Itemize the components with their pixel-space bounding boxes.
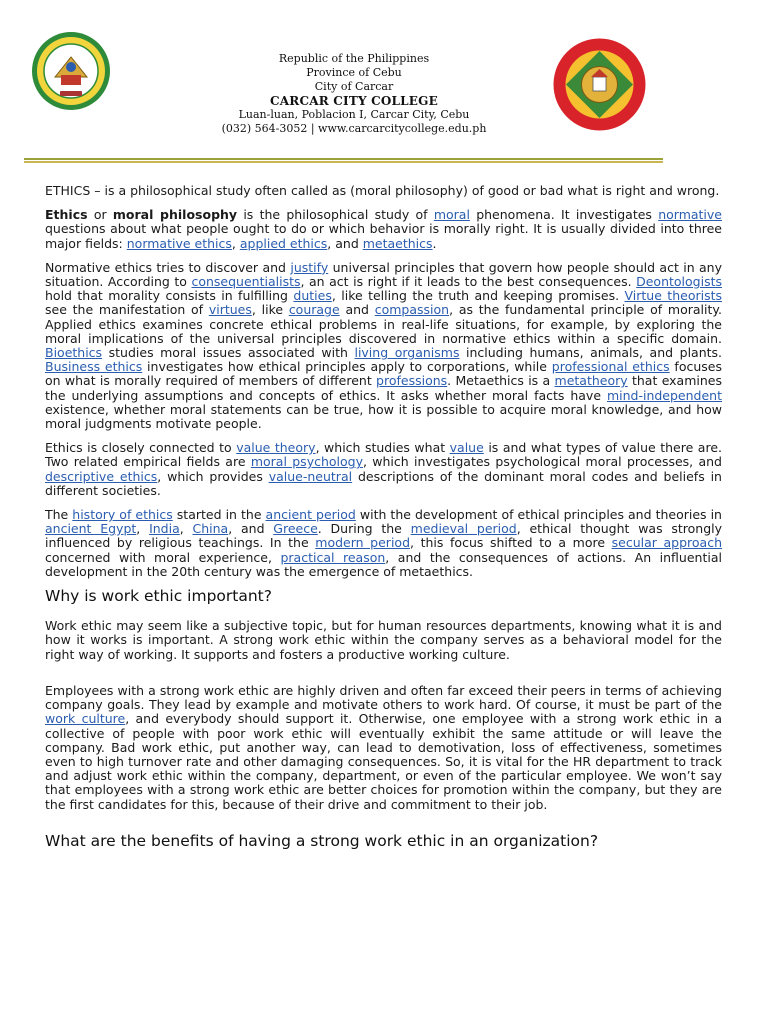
text-run: hold that morality consists in fulfilling <box>45 288 294 304</box>
wiki-link[interactable]: Business ethics <box>45 359 143 375</box>
text-run: phenomena. It investigates <box>469 207 659 223</box>
moral-philosophy-paragraph <box>45 208 722 251</box>
text-run: or <box>87 207 113 223</box>
text-run: started in the <box>172 507 266 523</box>
text-run: , which provides <box>157 468 269 484</box>
city-of-carcar-seal <box>552 37 647 132</box>
wiki-link[interactable]: professional ethics <box>551 359 670 375</box>
text-run: is and what types of value there are. Two related empirical fields are <box>45 440 722 470</box>
wiki-link[interactable]: Greece <box>273 521 318 537</box>
wiki-link[interactable]: secular approach <box>611 535 723 551</box>
wiki-link[interactable]: metatheory <box>554 373 628 389</box>
text-run: , ethical thought was strongly influenced by religious teachings. In the <box>45 521 723 551</box>
wiki-link[interactable]: Virtue theorists <box>624 288 723 304</box>
text-run: , <box>136 521 150 537</box>
wiki-link[interactable]: history of ethics <box>72 507 173 523</box>
wiki-link[interactable]: professions <box>376 373 448 389</box>
text-run: descriptions of the dominant moral codes and beliefs in different societies. <box>45 468 722 498</box>
wiki-link[interactable]: normative <box>658 207 722 223</box>
document-body <box>45 184 722 864</box>
text-run: , <box>179 521 193 537</box>
text-run: . During the <box>317 521 411 537</box>
wiki-link[interactable]: duties <box>293 288 332 304</box>
text-run: Ethics is closely connected to <box>45 440 237 456</box>
wiki-link[interactable]: metaethics <box>362 235 433 251</box>
wiki-link[interactable]: practical reason <box>280 549 386 565</box>
text-run: studies moral issues associated with <box>102 345 355 361</box>
text-run: universal principles that govern how people should act in any situation. According to <box>45 259 722 290</box>
text-run: Normative ethics tries to discover and <box>45 259 291 275</box>
ethics-definition-paragraph: ETHICS – is a philosophical study often called as (moral philosophy) of good or bad what is right and wrong. <box>45 183 720 198</box>
header-rule-top <box>24 158 663 160</box>
text-run: , this focus shifted to a more <box>410 535 612 551</box>
wiki-link[interactable]: moral <box>433 207 470 223</box>
wiki-link[interactable]: India <box>149 521 180 537</box>
text-run: , which investigates psychological moral processes, and <box>362 454 722 470</box>
text-run: is the philosophical study of <box>237 207 434 223</box>
text-run: including humans, animals, and plants. <box>459 345 723 361</box>
work-ethic-employees-paragraph <box>45 684 722 812</box>
wiki-link[interactable]: Deontologists <box>636 274 722 290</box>
text-run: , as the fundamental principle of morality. Applied ethics examines concrete ethical problems in real-life situations, for example, by exploring the moral implications of the universal principles discovered in normative ethics within a specific domain. <box>45 302 722 346</box>
text-run: , <box>231 235 240 251</box>
work-ethic-benefits-heading: What are the benefits of having a strong work ethic in an organization? <box>45 831 599 850</box>
contact-line: (032) 564-3052 | www.carcarcitycollege.edu.ph <box>221 122 487 135</box>
wiki-link[interactable]: consequentialists <box>191 274 301 290</box>
wiki-link[interactable]: ancient period <box>265 507 356 523</box>
wiki-link[interactable]: medieval period <box>410 521 517 537</box>
wiki-link[interactable]: work culture <box>45 711 126 727</box>
text-run: focuses on what is morally required of members of different <box>45 359 722 389</box>
bold-term: Ethics <box>45 207 88 223</box>
carcar-city-college-seal <box>31 31 111 111</box>
text-run: , and <box>228 521 274 537</box>
wiki-link[interactable]: compassion <box>374 302 450 318</box>
text-run: . Metaethics is a <box>447 373 555 389</box>
text-run: , like <box>251 302 289 318</box>
text-run: concerned with moral experience, <box>45 549 281 565</box>
text-run: existence, whether moral statements can be true, how it is possible to acquire moral knowledge, and how moral judgments motivate people. <box>45 401 722 432</box>
wiki-link[interactable]: courage <box>288 302 340 318</box>
bold-term: moral philosophy <box>112 207 238 223</box>
text-run: and <box>339 302 375 318</box>
value-theory-paragraph <box>45 441 722 498</box>
text-run: with the development of ethical principles and theories in <box>355 507 722 523</box>
text-run: questions about what people ought to do or which behavior is morally right. It is usually divided into three major fields: <box>45 221 722 251</box>
work-ethic-intro-paragraph: Work ethic may seem like a subjective topic, but for human resources departments, knowing what it is and how it works is important. A strong work ethic within the company serves as a behavioral model for the right way of working. It supports and fosters a productive working culture. <box>45 618 722 662</box>
country-line: Republic of the Philippines <box>278 52 430 65</box>
text-run: , and <box>327 235 363 251</box>
wiki-link[interactable]: moral psychology <box>250 454 363 470</box>
text-run: see the manifestation of <box>45 302 209 318</box>
wiki-link[interactable]: mind-independent <box>606 387 722 403</box>
text-run: , an act is right if it leads to the best consequences. <box>300 274 637 290</box>
wiki-link[interactable]: applied ethics <box>239 235 328 251</box>
wiki-link[interactable]: value theory <box>236 440 316 456</box>
wiki-link[interactable]: virtues <box>208 302 252 318</box>
header-rule-bottom <box>24 161 663 163</box>
text-run: that examines the underlying assumptions and concepts of ethics. It asks whether moral facts have <box>45 373 722 403</box>
city-line: City of Carcar <box>314 80 394 93</box>
wiki-link[interactable]: modern period <box>315 535 411 551</box>
wiki-link[interactable]: ancient Egypt <box>45 521 137 537</box>
text-run: , and everybody should support it. Otherwise, one employee with a strong work ethic in a collective of people with poor work ethic will eventually exhibit the same attitude or will leave the company. Bad work ethic, put another way, can lead to demotivation, loss of effectiveness, sometimes even to high turnover rate and other damaging consequences. So, it is vital for the HR department to track and adjust work ethic within the company, department, or even of the particular employee. We won’t say that employees with a strong work ethic are better choices for promotion within the company, but they are the first candidates for this, because of their drive and commitment to their job. <box>45 711 722 812</box>
wiki-link[interactable]: living organisms <box>354 345 460 361</box>
address-line: Luan-luan, Poblacion I, Carcar City, Cebu <box>238 108 470 121</box>
text-run: , like telling the truth and keeping promises. <box>331 288 625 304</box>
normative-ethics-paragraph <box>45 261 722 431</box>
letterhead <box>160 52 548 136</box>
wiki-link[interactable]: value-neutral <box>268 468 353 484</box>
college-name: CARCAR CITY COLLEGE <box>270 94 438 108</box>
province-line: Province of Cebu <box>306 66 402 79</box>
text-run: investigates how ethical principles apply to corporations, while <box>142 359 552 375</box>
text-run: , and the consequences of actions. An influential development in the 20th century was the emergence of metaethics. <box>45 549 722 579</box>
wiki-link[interactable]: descriptive ethics <box>45 468 158 484</box>
wiki-link[interactable]: China <box>192 521 229 537</box>
wiki-link[interactable]: normative ethics <box>126 235 232 251</box>
text-run: , which studies what <box>315 440 450 456</box>
text-run: . <box>432 235 437 251</box>
wiki-link[interactable]: value <box>449 440 484 456</box>
history-of-ethics-paragraph <box>45 508 722 579</box>
text-run: The <box>45 507 73 523</box>
wiki-link[interactable]: Bioethics <box>45 345 103 361</box>
wiki-link[interactable]: justify <box>290 259 329 275</box>
text-run: Employees with a strong work ethic are highly driven and often far exceed their peers in terms of achieving company goals. They lead by example and motivate others to work hard. Of course, it must be part of the <box>45 682 722 713</box>
work-ethic-heading: Why is work ethic important? <box>45 587 272 606</box>
